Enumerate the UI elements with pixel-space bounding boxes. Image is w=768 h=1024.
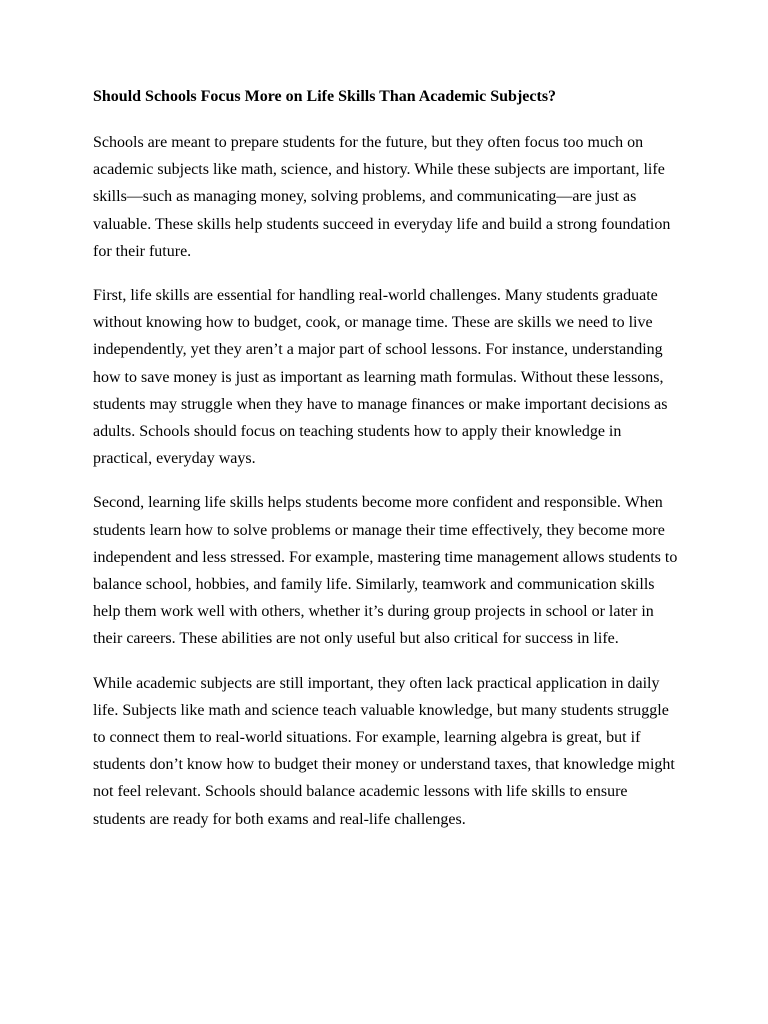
paragraph-real-world-challenges: First, life skills are essential for handling real-world challenges. Many students graduate without knowing how to budget, cook, or manage time. These are skills we need to live independently, yet they aren’t a major part of school lessons. For instance, understanding how to save money is just as important as learning math formulas. Without these lessons, students may struggle when they have to manage finances or make important decisions as adults. Schools should focus on teaching students how to apply their knowledge in practical, everyday ways. bbox=[93, 287, 668, 468]
document-title: Should Schools Focus More on Life Skills Than Academic Subjects? bbox=[93, 88, 557, 105]
document-page bbox=[93, 85, 683, 850]
paragraph-intro: Schools are meant to prepare students for the future, but they often focus too much on academic subjects like math, science, and history. While these subjects are important, life skills—such as managing money, solving problems, and communicating—are just as valuable. These skills help students succeed in everyday life and build a strong foundation for their future. bbox=[93, 134, 671, 260]
paragraph-academic-balance: While academic subjects are still important, they often lack practical application in daily life. Subjects like math and science teach valuable knowledge, but many students struggle to connect them to real-world situations. For example, learning algebra is great, but if students don’t know how to budget their money or understand taxes, that knowledge might not feel relevant. Schools should balance academic lessons with life skills to ensure students are ready for both exams and real-life challenges. bbox=[93, 674, 675, 828]
paragraph-confidence-responsibility: Second, learning life skills helps students become more confident and responsible. When students learn how to solve problems or manage their time effectively, they become more independent and less stressed. For example, mastering time management allows students to balance school, hobbies, and family life. Similarly, teamwork and communication skills help them work well with others, whether it’s during group projects in school or later in their careers. These abilities are not only useful but also critical for success in life. bbox=[93, 494, 678, 648]
